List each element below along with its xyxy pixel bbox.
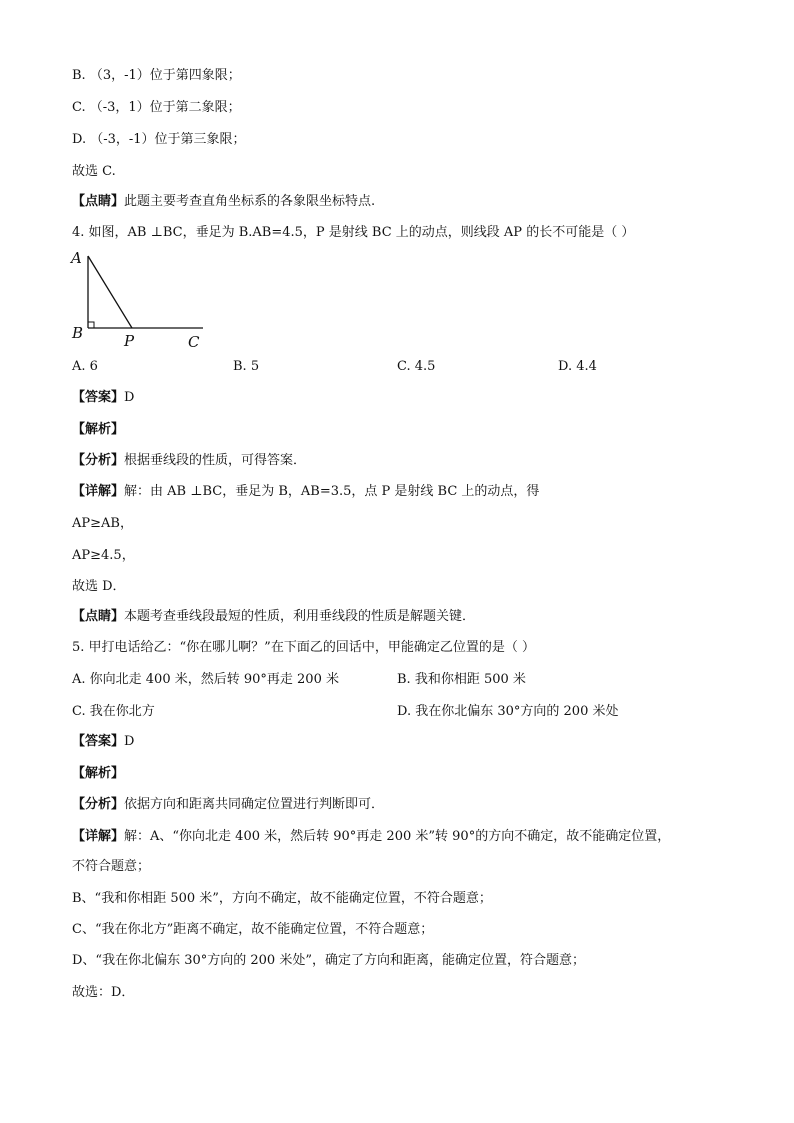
q4-analysis-tag: 【解析】	[72, 422, 125, 437]
q4-fenxi	[72, 452, 306, 470]
q4-answer	[72, 389, 134, 407]
label-b: B	[72, 324, 84, 342]
point-tag: 【点睛】	[72, 194, 125, 209]
q5-analysis-tag: 【解析】	[72, 766, 125, 781]
fenxi-tag: 【分析】	[72, 797, 125, 812]
q4-point	[72, 608, 475, 626]
q5-step-b: B、“我和你相距 500 米”，方向不确定，故不能确定位置，不符合题意；	[72, 891, 492, 906]
q5-fenxi	[72, 796, 384, 814]
prev-answer-line-d: D. （-3，-1）位于第三象限；	[72, 132, 246, 147]
point-text: 此题主要考查直角坐标系的各象限坐标特点.	[124, 194, 376, 209]
q5-detail	[72, 828, 670, 846]
label-c: C	[188, 333, 200, 351]
q5-final: 故选：D．	[72, 985, 135, 1000]
point-text: 本题考查垂线段最短的性质，利用垂线段的性质是解题关键．	[124, 609, 476, 624]
detail-text: 解：A、“你向北走 400 米，然后转 90°再走 200 米”转 90°的方向不确定，故不能确定位置，	[124, 829, 671, 844]
q5-step-d: D、“我在你北偏东 30°方向的 200 米处”，确定了方向和距离，能确定位置，符合题意；	[72, 953, 585, 968]
fenxi-tag: 【分析】	[72, 453, 125, 468]
q4-option-d: D. 4.4	[558, 359, 597, 374]
q5-step-c: C、“我在你北方”距离不确定，故不能确定位置，不符合题意；	[72, 922, 434, 937]
detail-tag: 【详解】	[72, 484, 125, 499]
prev-point	[72, 193, 375, 211]
q5-detail-cont: 不符合题意；	[72, 859, 151, 874]
fenxi-text: 依据方向和距离共同确定位置进行判断即可．	[124, 797, 385, 812]
answer-text: D	[124, 734, 135, 749]
prev-answer-choice: 故选 C.	[72, 164, 116, 179]
q4-option-b: B. 5	[233, 359, 260, 374]
answer-text: D	[124, 390, 135, 405]
label-p: P	[124, 332, 135, 350]
q5-option-a: A. 你向北走 400 米，然后转 90°再走 200 米	[72, 672, 339, 687]
q4-step-1: AP≥AB，	[72, 516, 133, 531]
answer-tag: 【答案】	[72, 390, 125, 405]
detail-text: 解：由 AB ⊥BC，垂足为 B，AB=3.5，点 P 是射线 BC 上的动点，得	[124, 484, 540, 499]
point-tag: 【点睛】	[72, 609, 125, 624]
q5-stem: 5. 甲打电话给乙：“你在哪儿啊？”在下面乙的回话中，甲能确定乙位置的是（ ）	[72, 640, 535, 655]
q4-stem: 4. 如图，AB ⊥BC，垂足为 B.AB=4.5，P 是射线 BC 上的动点，则线段 AP 的长不可能是（ ）	[72, 225, 635, 240]
label-a: A	[71, 249, 82, 267]
q5-option-c: C. 我在你北方	[72, 704, 155, 719]
q4-detail	[72, 483, 539, 501]
q5-option-d: D. 我在你北偏东 30°方向的 200 米处	[397, 704, 619, 719]
q4-option-a: A. 6	[72, 359, 98, 374]
q4-step-3: 故选 D．	[72, 579, 126, 594]
prev-answer-line-b: B. （3，-1）位于第四象限；	[72, 68, 241, 83]
q5-option-b: B. 我和你相距 500 米	[397, 672, 526, 687]
fenxi-text: 根据垂线段的性质，可得答案．	[124, 453, 307, 468]
right-angle-mark	[88, 322, 94, 328]
q5-answer	[72, 733, 134, 751]
segment-ap	[88, 256, 132, 328]
q4-step-2: AP≥4.5，	[72, 548, 135, 563]
answer-tag: 【答案】	[72, 734, 125, 749]
q4-option-c: C. 4.5	[397, 359, 436, 374]
q4-figure	[68, 248, 218, 356]
prev-answer-line-c: C. （-3，1）位于第二象限；	[72, 100, 241, 115]
detail-tag: 【详解】	[72, 829, 125, 844]
